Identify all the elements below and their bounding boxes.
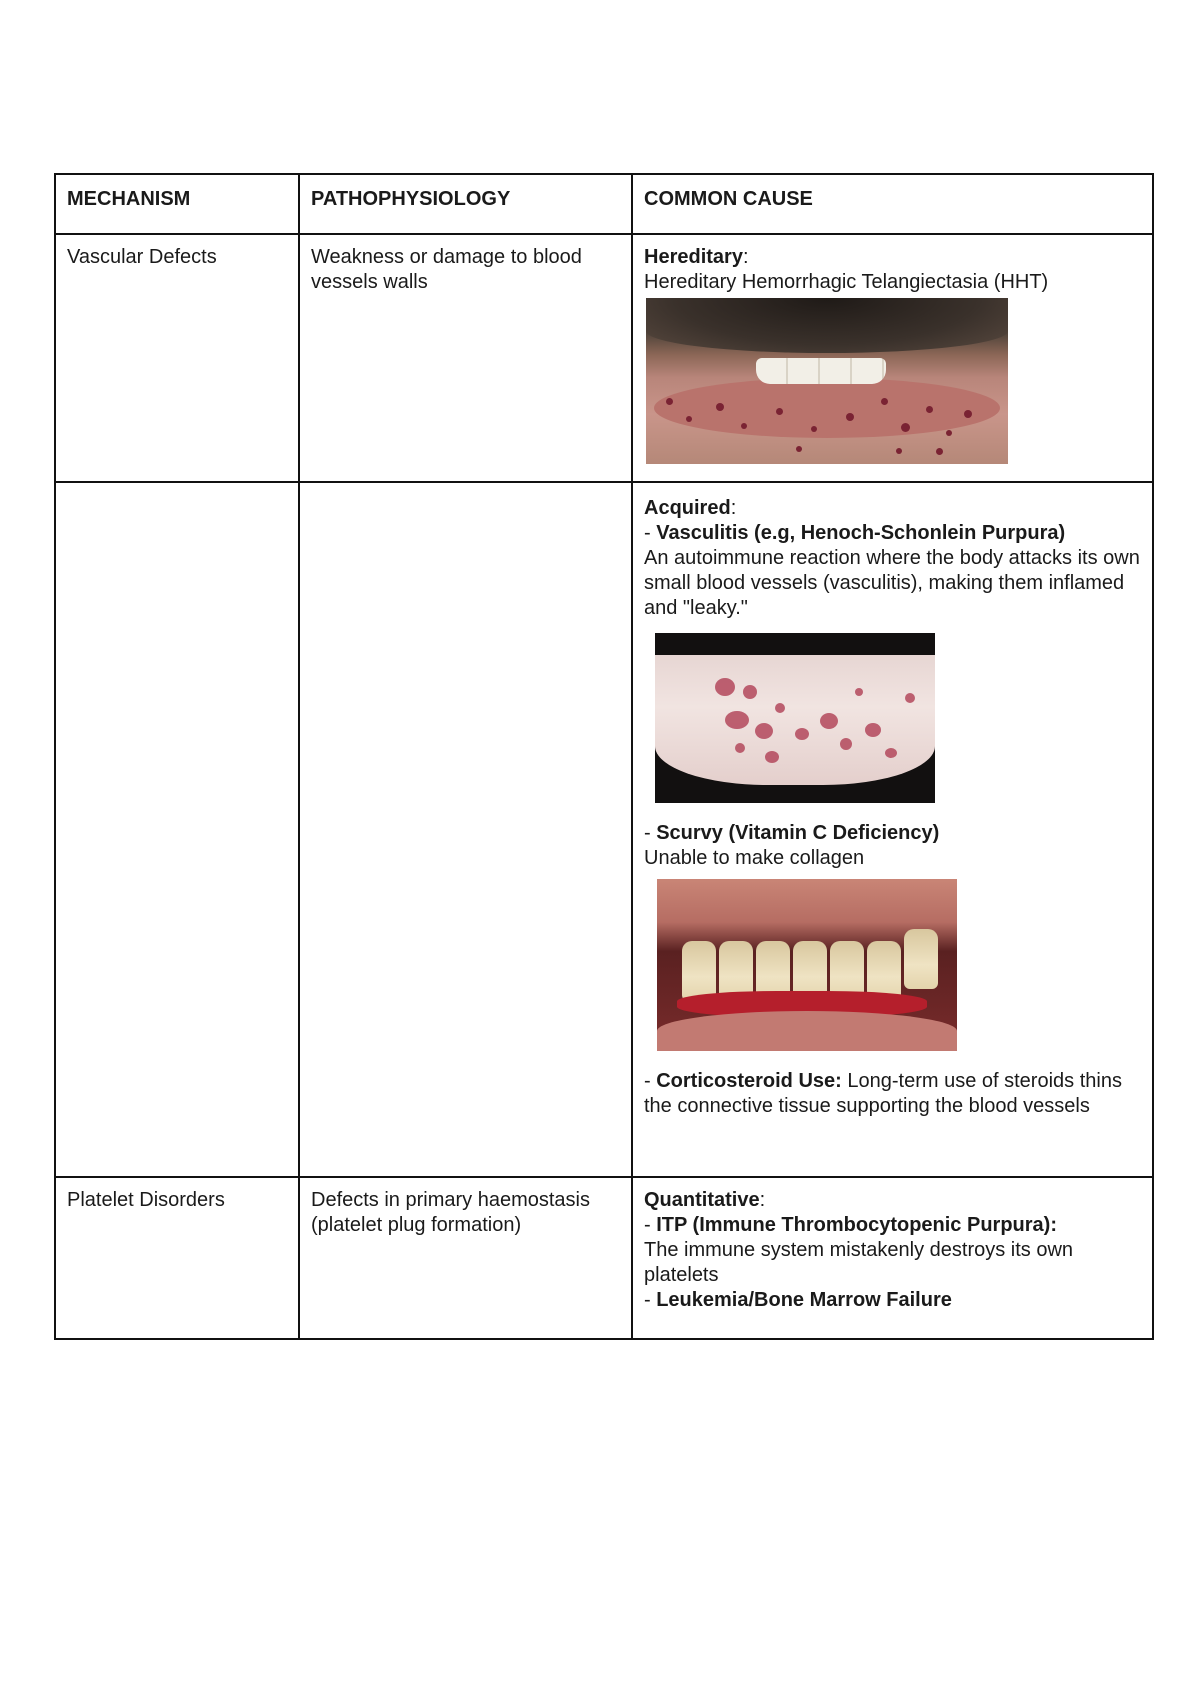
corticosteroid-item: - Corticosteroid Use: Long-term use of steroids thins the connective tissue supporting the blood vessels: [644, 1070, 1122, 1117]
cell-common-cause: [632, 482, 1153, 1177]
scurvy-title: - Scurvy (Vitamin C Deficiency): [644, 822, 940, 844]
header-pathophysiology: PATHOPHYSIOLOGY: [299, 174, 632, 234]
cell-mechanism: Platelet Disorders: [55, 1177, 299, 1339]
hht-lip-photo-icon: [646, 298, 1008, 464]
table-row: [55, 1177, 1153, 1339]
bleeding-mechanisms-table: [54, 173, 1154, 1340]
cell-mechanism-empty: [55, 482, 299, 1177]
itp-title: - ITP (Immune Thrombocytopenic Purpura):: [644, 1214, 1057, 1236]
cell-common-cause: [632, 1177, 1153, 1339]
header-mechanism: MECHANISM: [55, 174, 299, 234]
cell-pathophysiology-empty: [299, 482, 632, 1177]
vasculitis-title: - Vasculitis (e.g, Henoch-Schonlein Purpura): [644, 522, 1066, 544]
header-common-cause: COMMON CAUSE: [632, 174, 1153, 234]
hereditary-heading: Hereditary:: [644, 246, 749, 268]
table-row: [55, 234, 1153, 482]
table-row: [55, 482, 1153, 1177]
scurvy-gums-photo-icon: [657, 879, 957, 1051]
cell-pathophysiology: Defects in primary haemostasis (platelet plug formation): [299, 1177, 632, 1339]
cell-pathophysiology: Weakness or damage to blood vessels walls: [299, 234, 632, 482]
itp-text: The immune system mistakenly destroys its own platelets: [644, 1239, 1074, 1286]
scurvy-text: Unable to make collagen: [644, 847, 865, 869]
vasculitis-text: An autoimmune reaction where the body attacks its own small blood vessels (vasculitis), making them inflamed and "leaky.": [644, 547, 1140, 619]
cell-common-cause: [632, 234, 1153, 482]
cell-mechanism: Vascular Defects: [55, 234, 299, 482]
hht-text: Hereditary Hemorrhagic Telangiectasia (HHT): [644, 271, 1049, 293]
leukemia-title: - Leukemia/Bone Marrow Failure: [644, 1289, 952, 1311]
quantitative-heading: Quantitative:: [644, 1189, 766, 1211]
acquired-heading: Acquired:: [644, 497, 737, 519]
purpura-leg-photo-icon: [655, 633, 935, 803]
table-header-row: [55, 174, 1153, 234]
